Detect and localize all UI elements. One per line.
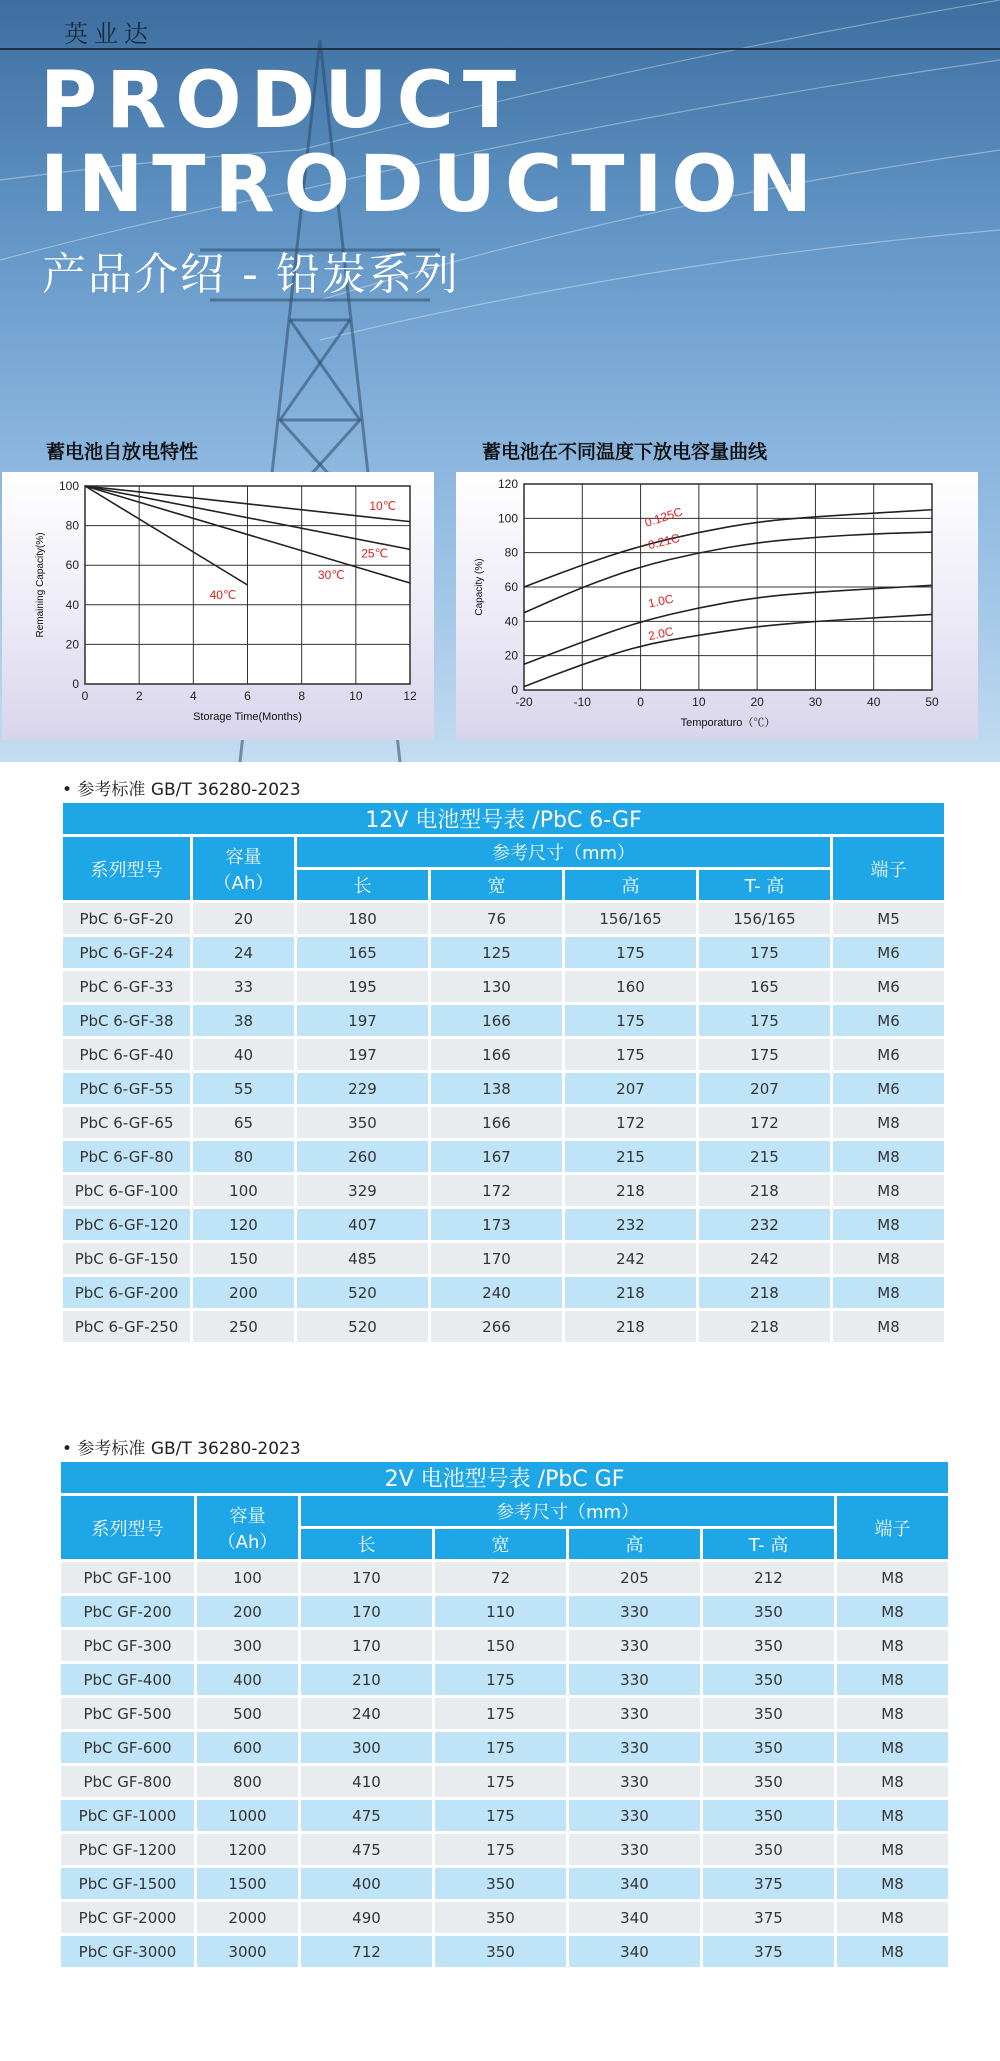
cell-width: 72: [435, 1562, 566, 1593]
cell-length: 170: [301, 1596, 432, 1627]
col-header-width: 宽: [431, 870, 562, 900]
y-tick-label: 80: [65, 518, 79, 533]
cell-capacity: 250: [193, 1311, 294, 1342]
cell-terminal: M8: [837, 1800, 948, 1831]
cell-height: 340: [569, 1868, 700, 1899]
cell-height: 242: [565, 1243, 696, 1274]
cell-total-height: 375: [703, 1902, 834, 1933]
col-header-capacity-label: 容量: [229, 1505, 266, 1527]
cell-capacity: 80: [193, 1141, 294, 1172]
cell-height: 330: [569, 1766, 700, 1797]
cell-terminal: M6: [833, 1073, 944, 1104]
col-header-capacity: [197, 1496, 298, 1559]
cell-height: 330: [569, 1698, 700, 1729]
cell-model: PbC GF-800: [61, 1766, 194, 1797]
cell-width: 166: [431, 1107, 562, 1138]
cell-width: 175: [435, 1664, 566, 1695]
table-row: [63, 1005, 944, 1036]
table-row: [61, 1834, 948, 1865]
cell-height: 207: [565, 1073, 696, 1104]
cell-total-height: 207: [699, 1073, 830, 1104]
cell-terminal: M8: [837, 1562, 948, 1593]
cell-capacity: 150: [193, 1243, 294, 1274]
table-row: [61, 1936, 948, 1967]
table-row: [63, 1073, 944, 1104]
cell-capacity: 600: [197, 1732, 298, 1763]
table-row: [63, 1107, 944, 1138]
cell-length: 475: [301, 1834, 432, 1865]
y-tick-label: 60: [504, 580, 518, 594]
cell-capacity: 40: [193, 1039, 294, 1070]
cell-width: 138: [431, 1073, 562, 1104]
y-tick-label: 20: [65, 637, 79, 652]
y-axis-label: Remaining Capacity(%): [35, 532, 46, 638]
table-row: [63, 1209, 944, 1240]
cell-width: 130: [431, 971, 562, 1002]
table-12v-body: [63, 903, 944, 1342]
cell-width: 173: [431, 1209, 562, 1240]
cell-total-height: 232: [699, 1209, 830, 1240]
table-2v-title: 2V 电池型号表 /PbC GF: [61, 1462, 948, 1493]
cell-capacity: 1500: [197, 1868, 298, 1899]
temperature-capacity-chart: [456, 472, 978, 740]
series-label: 10℃: [369, 498, 397, 513]
cell-total-height: 172: [699, 1107, 830, 1138]
x-tick-label: 12: [403, 689, 417, 703]
cell-terminal: M8: [837, 1868, 948, 1899]
cell-height: 340: [569, 1902, 700, 1933]
col-header-height: 高: [569, 1529, 700, 1559]
table-12v: [60, 800, 947, 1345]
table-row: [63, 1311, 944, 1342]
cell-capacity: 55: [193, 1073, 294, 1104]
cell-total-height: 156/165: [699, 903, 830, 934]
cell-length: 490: [301, 1902, 432, 1933]
cell-width: 175: [435, 1834, 566, 1865]
col-header-dims: 参考尺寸（mm）: [297, 837, 830, 867]
cell-terminal: M6: [833, 937, 944, 968]
cell-width: 175: [435, 1698, 566, 1729]
cell-width: 150: [435, 1630, 566, 1661]
table-row: [63, 1141, 944, 1172]
cell-length: 485: [297, 1243, 428, 1274]
cell-model: PbC GF-400: [61, 1664, 194, 1695]
cell-capacity: 65: [193, 1107, 294, 1138]
cell-length: 210: [301, 1664, 432, 1695]
cell-length: 170: [301, 1630, 432, 1661]
y-tick-label: 40: [504, 614, 518, 629]
cell-total-height: 350: [703, 1766, 834, 1797]
chart1-title: 蓄电池自放电特性: [46, 441, 199, 463]
self-discharge-chart: [2, 472, 434, 740]
cell-total-height: 350: [703, 1698, 834, 1729]
col-header-width: 宽: [435, 1529, 566, 1559]
cell-capacity: 200: [197, 1596, 298, 1627]
x-tick-label: -10: [573, 695, 591, 709]
table-row: [63, 937, 944, 968]
cell-capacity: 2000: [197, 1902, 298, 1933]
table-row: [63, 1277, 944, 1308]
col-header-capacity-label: 容量: [225, 846, 262, 868]
cell-length: 260: [297, 1141, 428, 1172]
cell-terminal: M8: [837, 1664, 948, 1695]
col-header-dims: 参考尺寸（mm）: [301, 1496, 834, 1526]
cell-model: PbC GF-100: [61, 1562, 194, 1593]
cell-total-height: 350: [703, 1664, 834, 1695]
cell-model: PbC 6-GF-24: [63, 937, 190, 968]
cell-terminal: M8: [837, 1902, 948, 1933]
standard-note-2v: • 参考标准 GB/T 36280-2023: [62, 1439, 301, 1459]
cell-height: 156/165: [565, 903, 696, 934]
cell-length: 520: [297, 1311, 428, 1342]
cell-capacity: 500: [197, 1698, 298, 1729]
cell-model: PbC 6-GF-38: [63, 1005, 190, 1036]
series-label: 0.21C: [646, 530, 682, 553]
cell-width: 175: [435, 1800, 566, 1831]
cell-width: 172: [431, 1175, 562, 1206]
table-row: [61, 1902, 948, 1933]
cell-height: 330: [569, 1630, 700, 1661]
cell-capacity: 800: [197, 1766, 298, 1797]
cell-total-height: 165: [699, 971, 830, 1002]
series-label: 40℃: [209, 587, 237, 602]
chart2-title: 蓄电池在不同温度下放电容量曲线: [482, 441, 768, 463]
cell-terminal: M6: [833, 1039, 944, 1070]
cell-total-height: 175: [699, 1005, 830, 1036]
cell-width: 167: [431, 1141, 562, 1172]
cell-height: 330: [569, 1834, 700, 1865]
cell-length: 180: [297, 903, 428, 934]
y-tick-label: 20: [504, 648, 518, 663]
cell-total-height: 350: [703, 1800, 834, 1831]
standard-note-12v: • 参考标准 GB/T 36280-2023: [62, 780, 301, 800]
cell-width: 350: [435, 1936, 566, 1967]
y-tick-label: 100: [58, 479, 79, 493]
col-header-total-height: T- 高: [699, 870, 830, 900]
cell-terminal: M8: [837, 1732, 948, 1763]
cell-capacity: 1000: [197, 1800, 298, 1831]
cell-model: PbC 6-GF-200: [63, 1277, 190, 1308]
col-header-terminal: 端子: [837, 1496, 948, 1559]
brand-divider: [0, 48, 1000, 50]
cell-capacity: 100: [197, 1562, 298, 1593]
cell-total-height: 375: [703, 1868, 834, 1899]
x-tick-label: 2: [135, 689, 143, 703]
table-2v: [58, 1459, 951, 1970]
cell-length: 400: [301, 1868, 432, 1899]
y-tick-label: 120: [497, 477, 518, 491]
table-row: [61, 1868, 948, 1899]
table-row: [63, 903, 944, 934]
title-english-line2: INTRODUCTION: [40, 140, 822, 230]
cell-length: 170: [301, 1562, 432, 1593]
brand-name: 英业达: [64, 20, 154, 48]
temperature-capacity-chart-svg: [456, 472, 978, 740]
cell-terminal: M8: [837, 1596, 948, 1627]
cell-terminal: M8: [833, 1277, 944, 1308]
x-tick-label: 50: [925, 695, 939, 709]
cell-length: 712: [301, 1936, 432, 1967]
cell-terminal: M8: [837, 1766, 948, 1797]
cell-width: 266: [431, 1311, 562, 1342]
table-row: [61, 1596, 948, 1627]
cell-length: 300: [301, 1732, 432, 1763]
y-tick-label: 0: [511, 683, 518, 697]
cell-length: 195: [297, 971, 428, 1002]
cell-width: 350: [435, 1902, 566, 1933]
cell-capacity: 200: [193, 1277, 294, 1308]
cell-height: 330: [569, 1732, 700, 1763]
cell-model: PbC GF-1500: [61, 1868, 194, 1899]
cell-terminal: M8: [833, 1209, 944, 1240]
cell-model: PbC GF-300: [61, 1630, 194, 1661]
cell-width: 175: [435, 1732, 566, 1763]
cell-capacity: 100: [193, 1175, 294, 1206]
cell-total-height: 350: [703, 1834, 834, 1865]
cell-width: 170: [431, 1243, 562, 1274]
cell-model: PbC 6-GF-65: [63, 1107, 190, 1138]
cell-model: PbC 6-GF-20: [63, 903, 190, 934]
cell-length: 165: [297, 937, 428, 968]
cell-model: PbC GF-200: [61, 1596, 194, 1627]
series-label: 2.0C: [647, 624, 675, 644]
cell-capacity: 120: [193, 1209, 294, 1240]
cell-model: PbC GF-3000: [61, 1936, 194, 1967]
cell-length: 410: [301, 1766, 432, 1797]
table-row: [63, 1039, 944, 1070]
col-header-model: 系列型号: [61, 1496, 194, 1559]
series-label: 1.0C: [647, 591, 675, 611]
y-tick-label: 0: [72, 677, 79, 691]
table-row: [61, 1766, 948, 1797]
col-header-model: 系列型号: [63, 837, 190, 900]
cell-total-height: 215: [699, 1141, 830, 1172]
cell-total-height: 175: [699, 1039, 830, 1070]
cell-model: PbC GF-1200: [61, 1834, 194, 1865]
cell-capacity: 1200: [197, 1834, 298, 1865]
cell-total-height: 350: [703, 1732, 834, 1763]
y-tick-label: 100: [497, 511, 518, 526]
series-label: 30℃: [317, 568, 345, 583]
cell-height: 218: [565, 1277, 696, 1308]
x-tick-label: 30: [808, 695, 823, 709]
cell-terminal: M8: [833, 1141, 944, 1172]
x-tick-label: 10: [349, 689, 363, 703]
cell-model: PbC GF-500: [61, 1698, 194, 1729]
cell-height: 205: [569, 1562, 700, 1593]
col-header-length: 长: [301, 1529, 432, 1559]
x-tick-label: 40: [867, 695, 881, 709]
cell-length: 329: [297, 1175, 428, 1206]
table-12v-title: 12V 电池型号表 /PbC 6-GF: [63, 803, 944, 834]
cell-capacity: 24: [193, 937, 294, 968]
col-header-capacity-unit: （Ah）: [213, 872, 274, 894]
cell-total-height: 175: [699, 937, 830, 968]
cell-model: PbC 6-GF-55: [63, 1073, 190, 1104]
table-row: [63, 1175, 944, 1206]
cell-width: 166: [431, 1039, 562, 1070]
table-row: [63, 971, 944, 1002]
y-tick-label: 60: [65, 558, 79, 573]
title-chinese: 产品介绍 - 铅炭系列: [42, 249, 460, 300]
cell-length: 229: [297, 1073, 428, 1104]
cell-width: 240: [431, 1277, 562, 1308]
x-tick-label: 6: [244, 689, 251, 703]
cell-length: 197: [297, 1039, 428, 1070]
cell-width: 166: [431, 1005, 562, 1036]
table-row: [61, 1732, 948, 1763]
cell-terminal: M8: [837, 1834, 948, 1865]
cell-model: PbC 6-GF-33: [63, 971, 190, 1002]
col-header-terminal: 端子: [833, 837, 944, 900]
cell-height: 175: [565, 1039, 696, 1070]
col-header-total-height: T- 高: [703, 1529, 834, 1559]
cell-width: 175: [435, 1766, 566, 1797]
cell-width: 125: [431, 937, 562, 968]
y-tick-label: 80: [504, 545, 518, 560]
cell-terminal: M8: [833, 1107, 944, 1138]
table-2v-body: [61, 1562, 948, 1967]
col-header-length: 长: [297, 870, 428, 900]
col-header-capacity: [193, 837, 294, 900]
cell-length: 240: [301, 1698, 432, 1729]
cell-total-height: 218: [699, 1277, 830, 1308]
cell-terminal: M8: [837, 1630, 948, 1661]
cell-height: 160: [565, 971, 696, 1002]
cell-height: 330: [569, 1664, 700, 1695]
cell-terminal: M5: [833, 903, 944, 934]
cell-capacity: 38: [193, 1005, 294, 1036]
cell-total-height: 212: [703, 1562, 834, 1593]
cell-height: 175: [565, 937, 696, 968]
cell-total-height: 350: [703, 1630, 834, 1661]
cell-terminal: M6: [833, 971, 944, 1002]
cell-model: PbC GF-2000: [61, 1902, 194, 1933]
cell-width: 110: [435, 1596, 566, 1627]
table-row: [61, 1800, 948, 1831]
cell-height: 175: [565, 1005, 696, 1036]
cell-height: 330: [569, 1800, 700, 1831]
cell-capacity: 33: [193, 971, 294, 1002]
cell-model: PbC 6-GF-40: [63, 1039, 190, 1070]
y-axis-label: Capacity (%): [474, 558, 485, 616]
cell-capacity: 300: [197, 1630, 298, 1661]
cell-height: 218: [565, 1311, 696, 1342]
cell-total-height: 350: [703, 1596, 834, 1627]
cell-capacity: 20: [193, 903, 294, 934]
cell-terminal: M8: [837, 1936, 948, 1967]
cell-total-height: 218: [699, 1311, 830, 1342]
cell-total-height: 218: [699, 1175, 830, 1206]
x-axis-label: Temporaturo（℃）: [680, 717, 776, 729]
table-row: [61, 1630, 948, 1661]
cell-height: 340: [569, 1936, 700, 1967]
self-discharge-chart-svg: [2, 472, 434, 740]
x-tick-label: 8: [298, 689, 306, 703]
x-tick-label: 20: [750, 695, 764, 709]
series-label: 25℃: [361, 546, 389, 561]
col-header-capacity-unit: （Ah）: [217, 1531, 278, 1553]
cell-model: PbC GF-600: [61, 1732, 194, 1763]
table-row: [61, 1698, 948, 1729]
cell-model: PbC 6-GF-250: [63, 1311, 190, 1342]
cell-length: 350: [297, 1107, 428, 1138]
cell-height: 232: [565, 1209, 696, 1240]
cell-terminal: M6: [833, 1005, 944, 1036]
x-tick-label: 0: [637, 695, 644, 709]
cell-model: PbC 6-GF-150: [63, 1243, 190, 1274]
cell-length: 475: [301, 1800, 432, 1831]
cell-capacity: 3000: [197, 1936, 298, 1967]
table-row: [61, 1664, 948, 1695]
cell-capacity: 400: [197, 1664, 298, 1695]
cell-height: 215: [565, 1141, 696, 1172]
table-row: [61, 1562, 948, 1593]
x-axis-label: Storage Time(Months): [193, 711, 302, 723]
cell-terminal: M8: [837, 1698, 948, 1729]
cell-length: 407: [297, 1209, 428, 1240]
cell-height: 218: [565, 1175, 696, 1206]
x-tick-label: -20: [515, 695, 533, 709]
cell-length: 197: [297, 1005, 428, 1036]
cell-total-height: 242: [699, 1243, 830, 1274]
cell-width: 350: [435, 1868, 566, 1899]
title-english-line1: PRODUCT: [40, 56, 526, 146]
table-row: [63, 1243, 944, 1274]
cell-width: 76: [431, 903, 562, 934]
series-label: 0.125C: [643, 504, 685, 530]
cell-model: PbC 6-GF-120: [63, 1209, 190, 1240]
cell-height: 172: [565, 1107, 696, 1138]
cell-model: PbC 6-GF-100: [63, 1175, 190, 1206]
x-tick-label: 4: [189, 689, 197, 703]
x-tick-label: 10: [692, 695, 706, 709]
cell-model: PbC GF-1000: [61, 1800, 194, 1831]
x-tick-label: 0: [81, 689, 89, 703]
y-tick-label: 40: [65, 597, 79, 612]
cell-model: PbC 6-GF-80: [63, 1141, 190, 1172]
cell-terminal: M8: [833, 1311, 944, 1342]
cell-height: 330: [569, 1596, 700, 1627]
cell-total-height: 375: [703, 1936, 834, 1967]
col-header-height: 高: [565, 870, 696, 900]
cell-terminal: M8: [833, 1175, 944, 1206]
cell-terminal: M8: [833, 1243, 944, 1274]
cell-length: 520: [297, 1277, 428, 1308]
